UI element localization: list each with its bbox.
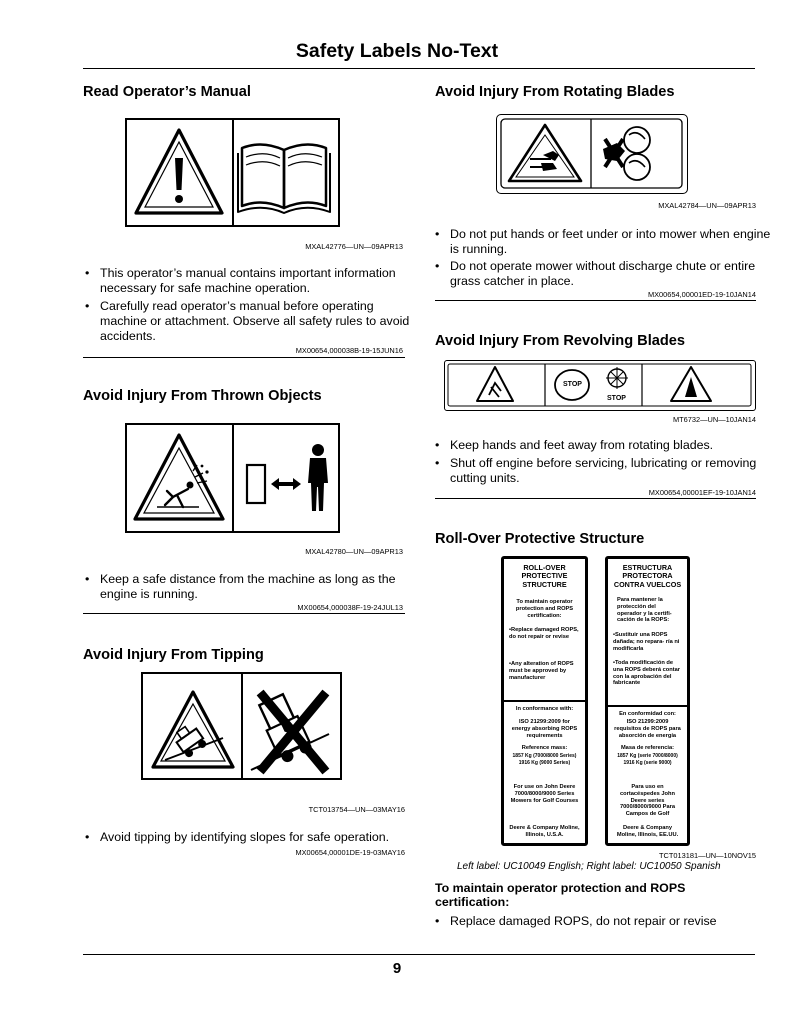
thrown-objects-icon [135,435,223,519]
stop-text: STOP [607,395,626,402]
rops-label-company: Deere & Company Moline, Illinois, U.S.A. [509,825,580,838]
rops-label-english [501,556,588,846]
rops-label-use: For use on John Deere 7000/8000/9000 Series Mowers for Golf Courses [510,784,579,804]
divider [435,300,756,301]
rops-caption: Left label: UC10049 English; Right label: UC10050 Spanish [457,861,721,872]
rops-label-spanish [605,556,690,846]
section-heading-rops: Roll-Over Protective Structure [435,531,645,547]
rops-label-mass-title: Reference mass: [521,745,568,751]
image-code-rops: TCT013181—UN—10NOV15 [659,851,756,860]
manual-bullet-1: • This operator’s manual contains important information necessary for safe machine operation. [85,266,418,296]
tipping-bullet-1: • Avoid tipping by identifying slopes for safe operation. [85,830,425,845]
ref-code-tipping: MX00654,00001DE-19-03MAY16 [295,848,405,857]
page-title: Safety Labels No-Text [295,40,499,62]
rops-label-title: ROLL-OVER PROTECTIVE STRUCTURE [521,563,568,589]
section-heading-rotating: Avoid Injury From Rotating Blades [435,84,675,100]
section-heading-manual: Read Operator’s Manual [83,84,251,100]
rops-label-mass-values: 1857 Kg (7000/8000 Series) 1916 Kg (9000 Series) [512,753,577,766]
rops-label-mass-values: 1857 Kg (serie 7000/8000) 1916 Kg (serie 9000) [617,753,678,766]
rops-label-intro: Para mantener la protección del operador y la certifi- cación de la ROPS: [617,597,672,624]
tipping-safety-label [141,672,342,780]
rotating-bullet-1: • Do not put hands or feet under or into mower when engine is running. [435,227,772,257]
section-heading-revolving: Avoid Injury From Revolving Blades [435,333,686,349]
rops-label-company: Deere & Company Moline, Illinois, EE.UU. [616,825,679,838]
rops-label-conformance: In conformance with: [515,706,574,712]
rops-label-standard: ISO 21299:2009 for energy absorbing ROPS requirements [511,719,578,739]
rops-bullet-1: • Replace damaged ROPS, do not repair or revise [435,914,772,929]
safe-distance-icon [247,444,328,511]
divider [83,613,405,614]
revolving-bullet-1: • Keep hands and feet away from rotating blades. [435,438,772,453]
rops-label-item: •Toda modificación de una ROPS deberá contar con la aprobación del fabricante [613,660,681,687]
thrown-objects-safety-label [125,423,340,533]
rops-label-intro: To maintain operator protection and ROPS certification: [515,599,574,619]
no-hands-near-blades-icon [603,127,650,180]
rotating-blades-safety-label [496,114,688,194]
revolving-blades-warning-icon [477,367,513,401]
section-heading-tipping: Avoid Injury From Tipping [83,647,264,663]
manual-bullet-2: • Carefully read operator’s manual before operating machine or attachment. Observe all safety rules to avoid accidents. [85,299,418,344]
rops-label-title: ESTRUCTURA PROTECTORA CONTRA VUELCOS [613,563,682,589]
rops-label-mass-title: Masa de referencia: [620,745,675,751]
rops-label-use: Para uso en cortacéspedes John Deere series 7000/8000/9000 Para Campos de Golf [619,784,676,818]
section-heading-thrown: Avoid Injury From Thrown Objects [83,388,322,404]
revolving-bullet-2: • Shut off engine before servicing, lubricating or removing cutting units. [435,456,772,486]
image-code-manual: MXAL42776—UN—09APR13 [305,242,403,251]
image-code-tipping: TCT013754—UN—03MAY16 [308,805,405,814]
rops-label-standard: ISO 21299:2009 requisitos de ROPS para absorción de energía [614,719,681,739]
rops-label-item: •Sustituir una ROPS dañada; no repara- ría ni modificarla [613,632,680,652]
thrown-bullet-1: • Keep a safe distance from the machine as long as the engine is running. [85,572,422,602]
manual-safety-label [125,118,340,227]
page-number: 9 [392,960,402,977]
no-tipping-icon [251,693,329,770]
divider [83,357,405,358]
revolving-blades-safety-label [444,360,756,411]
ref-code-thrown: MX00654,000038F-19-24JUL13 [297,603,403,612]
ref-code-rotating: MX00654,00001ED-19-10JAN14 [647,290,756,299]
rops-label-item: •Any alteration of ROPS must be approved by manufacturer [509,661,574,681]
ref-code-revolving: MX00654,00001EF-19-10JAN14 [648,488,756,497]
ref-code-manual: MX00654,000038B-19-15JUN16 [295,346,403,355]
rops-label-conformance: En conformidad con: [619,711,676,717]
blade-hazard-icon [671,367,711,401]
top-rule [83,68,755,69]
image-code-thrown: MXAL42780—UN—09APR13 [305,547,403,556]
hand-foot-blade-warning-icon [509,125,581,181]
bottom-rule [83,954,755,955]
stop-text: STOP [563,381,582,388]
open-book-icon [238,144,330,213]
rotating-bullet-2: • Do not operate mower without discharge chute or entire grass catcher in place. [435,259,772,289]
rops-bold-text: To maintain operator protection and ROPS certification: [435,881,686,909]
divider [435,498,756,499]
warning-triangle-icon [136,130,222,213]
tipping-warning-icon [153,692,233,767]
image-code-rotating: MXAL42784—UN—09APR13 [658,201,756,210]
image-code-revolving: MT6732—UN—10JAN14 [673,415,756,424]
rops-label-item: •Replace damaged ROPS, do not repair or revise [509,627,579,640]
